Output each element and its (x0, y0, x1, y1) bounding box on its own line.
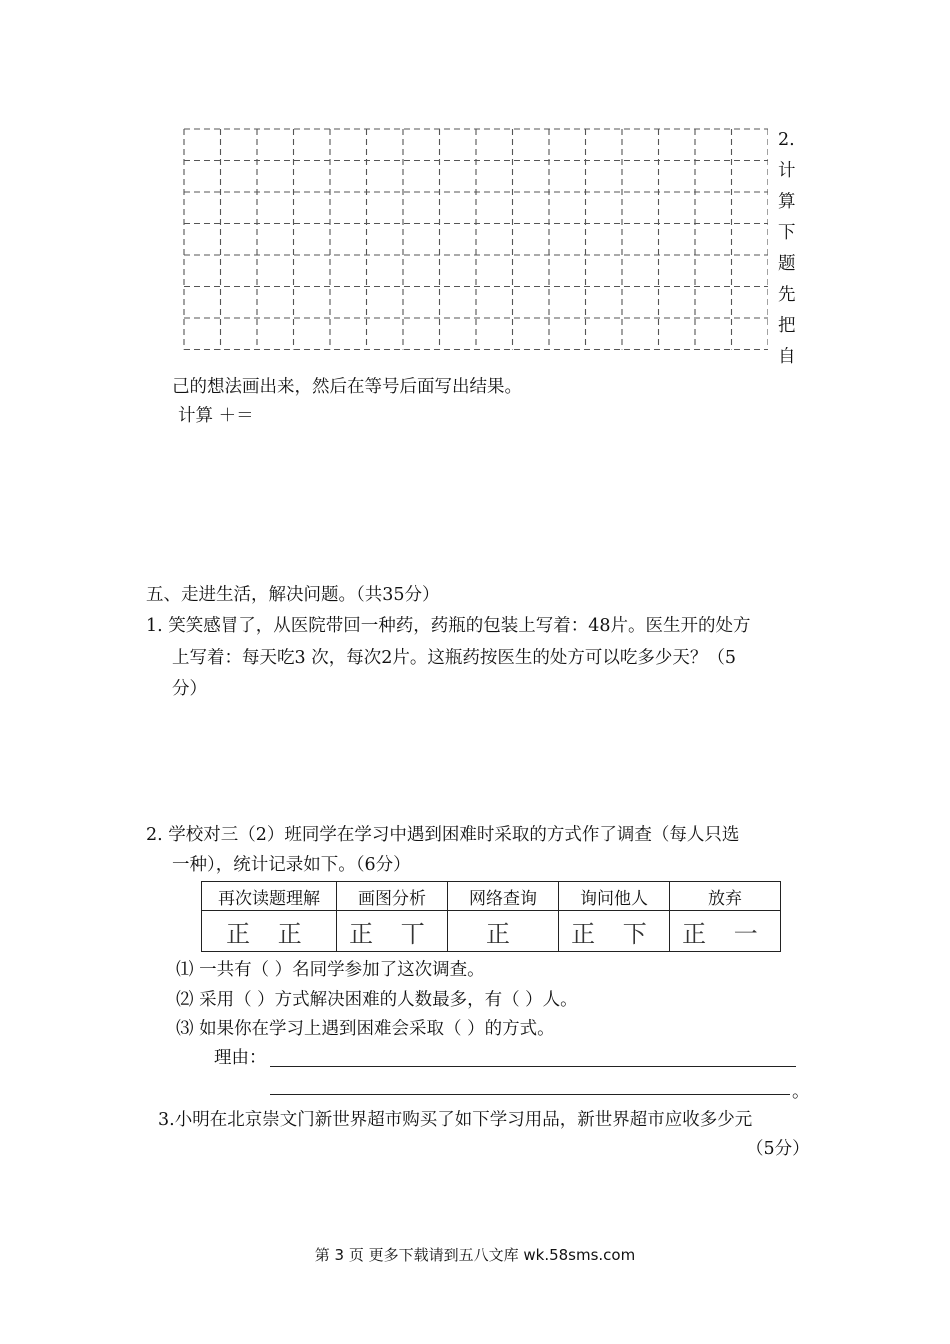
q2-sub-2: ⑵ 采用（ ）方式解决困难的人数最多，有（ ）人。 (176, 990, 578, 1010)
header-cell: 画图分析 (337, 882, 448, 911)
q2-sub-1: ⑴ 一共有（ ）名同学参加了这次调查。 (176, 960, 485, 980)
tally-marks: 正 丅 (349, 919, 435, 948)
tally-marks: 正 正 (226, 919, 312, 948)
section-5-heading: 五、走进生活，解决问题。（共35分） (146, 585, 440, 605)
tally-cell (448, 911, 559, 952)
q2-line-2: 一种），统计记录如下。（6分） (172, 855, 411, 875)
grid-continuation-text: 己的想法画出来，然后在等号后面写出结果。 (172, 377, 522, 397)
tally-marks: 正 (486, 919, 520, 948)
survey-header-row (202, 882, 781, 911)
reason-answer-line-1[interactable] (270, 1066, 796, 1067)
grid-label-char: 把 (778, 316, 796, 336)
q1-line-1: 1. 笑笑感冒了，从医院带回一种药，药瓶的包装上写着：48片。医生开的处方 (146, 616, 751, 636)
grid-label-char: 自 (778, 347, 796, 367)
grid-label-char: 计 (778, 161, 796, 181)
tally-marks: 正 下 (571, 919, 657, 948)
survey-tally-row (202, 911, 781, 952)
header-cell: 询问他人 (559, 882, 670, 911)
header-cell: 放弃 (670, 882, 781, 911)
q3-line-1: 3.小明在北京崇文门新世界超市购买了如下学习用品，新世界超市应收多少元 (158, 1110, 753, 1130)
page-footer: 第 3 页 更多下载请到五八文库 wk.58sms.com (314, 1246, 636, 1264)
reason-label: 理由： (214, 1048, 267, 1068)
grid-label-char: 题 (778, 254, 796, 274)
reason-answer-line-2[interactable] (270, 1094, 790, 1095)
tally-marks: 正 一 (682, 919, 768, 948)
q2-sub-3: ⑶ 如果你在学习上遇到困难会采取（ ）的方式。 (176, 1019, 555, 1039)
q1-line-2: 上写着：每天吃3 次，每次2片。这瓶药按医生的处方可以吃多少天？（5 (172, 648, 736, 668)
header-cell: 再次读题理解 (202, 882, 337, 911)
grid-label-char: 下 (778, 223, 796, 243)
q2-line-1: 2. 学校对三（2）班同学在学习中遇到困难时采取的方式作了调查（每人只选 (146, 825, 740, 845)
grid-label-char: 算 (778, 192, 796, 212)
tally-cell (670, 911, 781, 952)
grid-label-char: 2. (778, 130, 795, 150)
calc-expression: 计算 ＋＝ (178, 406, 254, 426)
header-cell: 网络查询 (448, 882, 559, 911)
grid-label-char: 先 (778, 285, 796, 305)
reason-period: 。 (792, 1082, 810, 1102)
tally-cell (559, 911, 670, 952)
tally-cell (337, 911, 448, 952)
survey-table (201, 881, 781, 952)
q1-line-3: 分） (172, 679, 207, 699)
dashed-writing-grid (183, 128, 768, 353)
q3-line-2: （5分） (746, 1139, 810, 1159)
tally-cell (202, 911, 337, 952)
